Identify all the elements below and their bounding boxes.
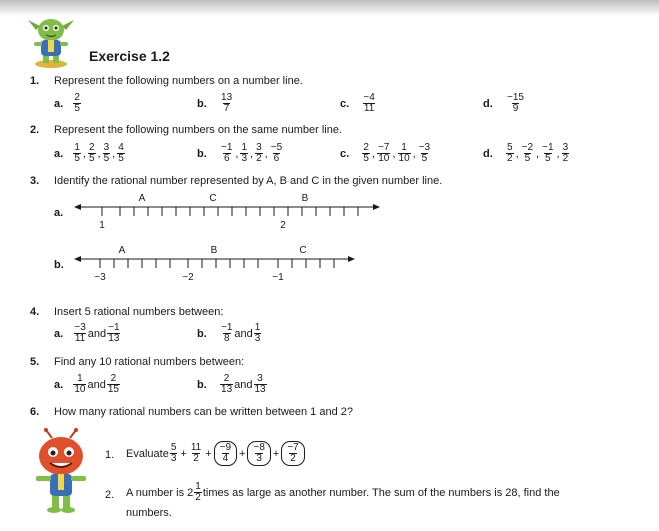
q1-text: Represent the following numbers on a number line.: [54, 75, 303, 87]
tick-label: 1: [99, 220, 105, 231]
q2-d: d. 5 2 , −2 5 , −1 5 , 3 2: [483, 142, 569, 164]
number-line-a: [72, 188, 382, 236]
q1-b: [197, 93, 234, 114]
q3-a-label: a.: [54, 207, 64, 219]
q6-text: How many rational numbers can be written between 1 and 2?: [54, 406, 354, 418]
q2-a: a. 1 5 , 2 5 , 3 5 , 4 5: [54, 142, 124, 164]
q4-a: a. −3 11 and −1 13: [54, 322, 120, 344]
alien-mascot-icon: [28, 428, 94, 516]
q1-d: [483, 93, 526, 114]
tick-label: −1: [272, 272, 284, 283]
q3-number: 3.: [30, 175, 40, 187]
q1-b-label: b.: [197, 97, 207, 110]
point-label-c: C: [209, 193, 217, 204]
q1-a-label: a.: [54, 97, 64, 110]
extra1-text: Evaluate: [126, 447, 169, 460]
extra2-text-line1: A number is 2 1 2 times as large as another number. The sum of the numbers is 28, find the: [126, 481, 560, 503]
number-line-b: [72, 240, 357, 288]
q3-text: Identify the rational number represented by A, B and C in the given number line.: [54, 175, 443, 187]
point-label-a: A: [138, 193, 146, 204]
alien-mascot-icon: [22, 10, 80, 70]
point-label-c: C: [299, 245, 307, 256]
extra2-number: 2.: [105, 489, 115, 501]
top-shadow-bar: [0, 0, 659, 16]
q2-b: b. −1 6 , 1 3 , 3 2 , −5 6: [197, 142, 283, 164]
extra2-text-line2: numbers.: [126, 507, 172, 519]
q5-text: Find any 10 rational numbers between:: [54, 356, 245, 368]
fraction: −15 9: [507, 92, 524, 114]
q5-number: 5.: [30, 356, 40, 368]
q4-text: Insert 5 rational numbers between:: [54, 306, 224, 318]
q2-text: Represent the following numbers on the same number line.: [54, 124, 342, 136]
q4-number: 4.: [30, 306, 40, 318]
fraction: 13 7: [221, 92, 233, 114]
q2-number: 2.: [30, 124, 40, 136]
q1-c-label: c.: [340, 97, 350, 110]
point-label-b: B: [210, 245, 218, 256]
q4-b: b. −1 8 and 1 3: [197, 322, 261, 344]
point-label-a: A: [118, 245, 126, 256]
extra1-number: 1.: [105, 449, 115, 461]
extra1-expression: Evaluate 5 3 + $\frac{11}{2}$ + −9 4 + −8 3 + −7 2: [126, 441, 305, 466]
q5-b: b. 2 13 and 3 13: [197, 373, 266, 395]
tick-label: 2: [280, 220, 286, 231]
tick-label: −3: [94, 272, 106, 283]
q3-b-label: b.: [54, 259, 64, 271]
q6-number: 6.: [30, 406, 40, 418]
q1-a: [54, 93, 82, 114]
point-label-b: B: [301, 193, 309, 204]
q1-number: 1.: [30, 75, 40, 87]
exercise-title: Exercise 1.2: [89, 48, 170, 64]
q1-d-label: d.: [483, 97, 493, 110]
tick-label: −2: [182, 272, 194, 283]
q2-c: c. 2 5 , −7 10 , 1 10 , −3 5: [340, 142, 431, 164]
q1-c: [340, 93, 377, 114]
fraction: −4 11: [363, 92, 375, 114]
q5-a: a. 1 10 and 2 15: [54, 373, 119, 395]
fraction: 2 5: [74, 92, 80, 114]
